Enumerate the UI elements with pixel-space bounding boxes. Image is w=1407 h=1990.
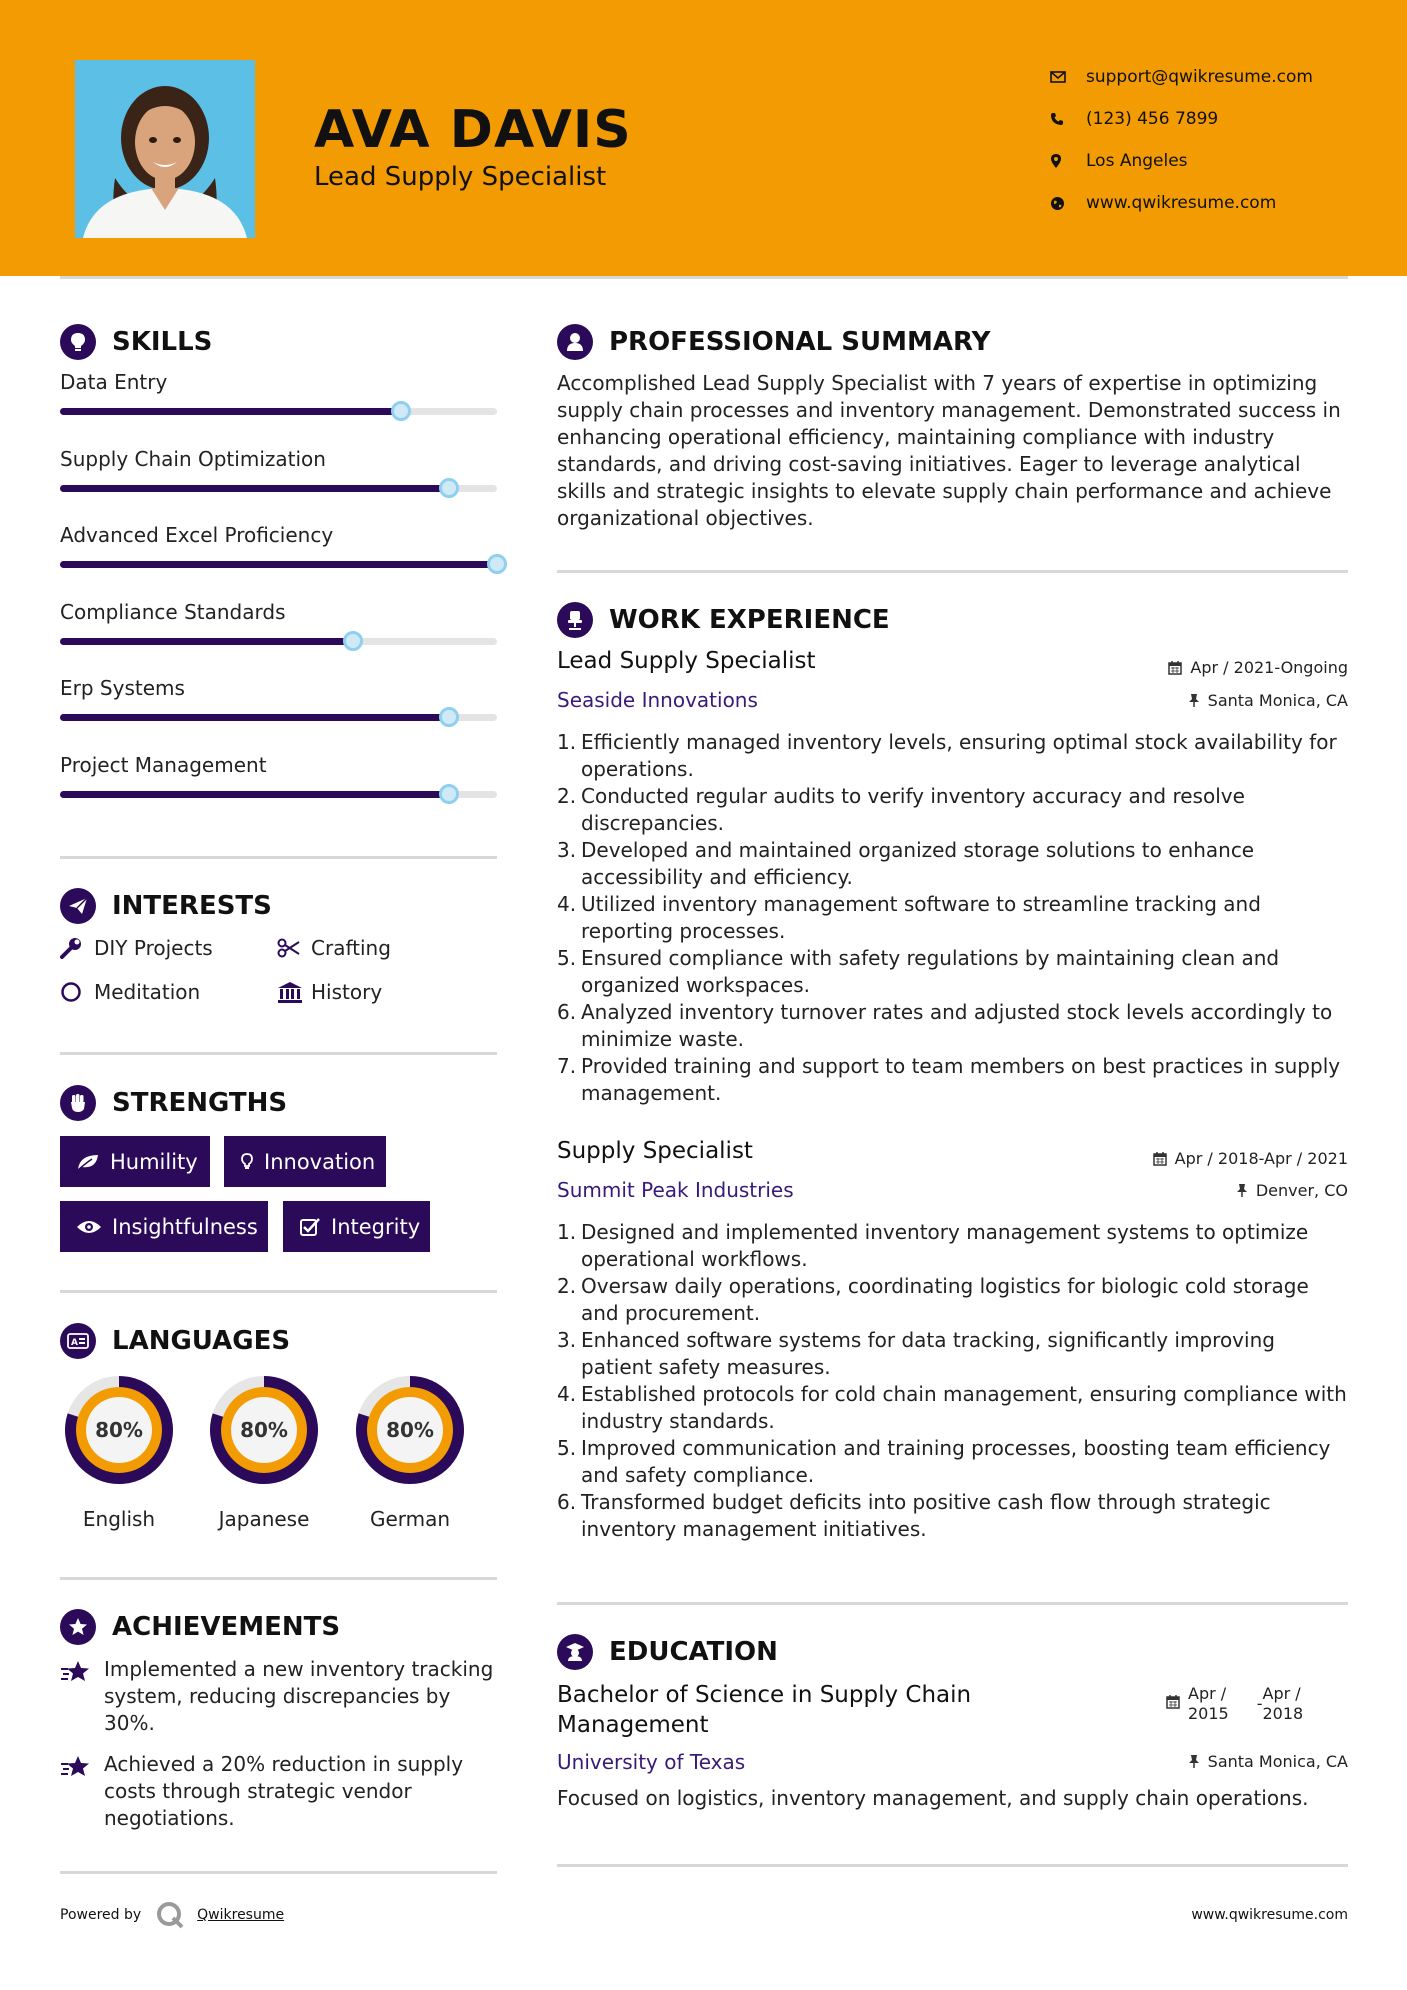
skill-label: Project Management <box>60 752 267 777</box>
skill-item <box>60 447 497 492</box>
degree-line-2: Management <box>557 1712 709 1738</box>
skill-label: Data Entry <box>60 370 168 394</box>
skill-label: Compliance Standards <box>60 599 286 624</box>
interest-item-diy <box>60 936 213 960</box>
languages-divider <box>60 1577 497 1580</box>
job-location-text: Santa Monica, CA <box>1207 691 1348 710</box>
museum-icon <box>277 981 311 1003</box>
bullet-text: Efficiently managed inventory levels, ensuring optimal stock availability for operations. <box>581 730 1337 781</box>
candidate-name: AVA DAVIS <box>314 100 632 160</box>
pushpin-icon <box>1188 1754 1200 1769</box>
bullet-number: 3. <box>557 838 577 862</box>
bullet-number: 7. <box>557 1054 577 1078</box>
job-title: Supply Specialist <box>557 1138 753 1164</box>
job-dates-text: Apr / 2018-Apr / 2021 <box>1174 1149 1348 1168</box>
job-bullet <box>557 1489 1347 1543</box>
job-dates <box>1153 1149 1348 1168</box>
degree-title <box>557 1680 971 1740</box>
contact-email[interactable] <box>1050 56 1313 98</box>
job-dates-text: Apr / 2021-Ongoing <box>1190 658 1348 677</box>
interests-heading <box>60 888 272 924</box>
strength-label: Humility <box>110 1149 198 1174</box>
language-item <box>58 1369 180 1531</box>
language-percent: 80% <box>386 1418 434 1442</box>
skill-item <box>60 676 497 721</box>
achievements-divider <box>60 1871 497 1874</box>
language-name: Japanese <box>218 1507 310 1531</box>
bullet-number: 5. <box>557 1436 577 1460</box>
brand-link[interactable]: Qwikresume <box>197 1907 285 1923</box>
education-description: Focused on logistics, inventory management, and supply chain operations. <box>557 1786 1309 1810</box>
svg-text:A: A <box>71 1338 78 1348</box>
contact-email-text: support@qwikresume.com <box>1086 67 1313 87</box>
pushpin-icon <box>1188 693 1200 708</box>
contact-phone[interactable] <box>1050 98 1313 140</box>
bullet-text: Established protocols for cold chain management, ensuring compliance with industry standards. <box>581 1382 1347 1433</box>
interest-item-history <box>277 980 382 1004</box>
achievements-heading <box>60 1609 340 1645</box>
eye-icon <box>76 1219 102 1235</box>
job-location <box>1188 691 1348 710</box>
education-divider <box>557 1864 1348 1867</box>
strength-tag-humility <box>60 1136 210 1187</box>
bullet-number: 1. <box>557 730 577 754</box>
job-bullet <box>557 1381 1347 1435</box>
job-bullet <box>557 1435 1347 1489</box>
contact-phone-text: (123) 456 7899 <box>1086 109 1219 129</box>
star-icon <box>60 1751 104 1832</box>
footer-powered-by <box>60 1900 284 1930</box>
star-badge-icon <box>60 1609 96 1645</box>
globe-icon <box>1050 196 1086 211</box>
bullet-number: 6. <box>557 1000 577 1024</box>
bullet-number: 3. <box>557 1328 577 1352</box>
candidate-role: Lead Supply Specialist <box>314 162 607 192</box>
skill-track <box>60 408 497 415</box>
language-item <box>203 1369 325 1531</box>
achievements-title: ACHIEVEMENTS <box>112 1612 341 1642</box>
bullet-text: Conducted regular audits to verify inventory accuracy and resolve discrepancies. <box>581 784 1245 835</box>
bullet-text: Enhanced software systems for data tracking, significantly improving patient safety measures. <box>581 1328 1275 1379</box>
interests-divider <box>60 1052 497 1055</box>
summary-title: PROFESSIONAL SUMMARY <box>609 327 991 357</box>
skill-fill <box>60 638 353 645</box>
strength-tag-insightfulness <box>60 1201 268 1252</box>
bullet-text: Improved communication and training processes, boosting team efficiency and safety compliance. <box>581 1436 1331 1487</box>
language-percent: 80% <box>95 1418 143 1442</box>
summary-text: Accomplished Lead Supply Specialist with 7 years of expertise in optimizing supply chain processes and inventory management. Demonstrated success in enhancing operational efficiency, maintaining compliance with industry standards, and driving cost-saving initiatives. Eager to leverage analytical skills and strategic insights to elevate supply chain performance and achieve organizational objectives. <box>557 371 1341 530</box>
achievement-text: Implemented a new inventory tracking system, reducing discrepancies by 30%. <box>104 1657 494 1735</box>
achievement-item <box>60 1751 500 1832</box>
date-part: 2015 <box>1188 1704 1229 1723</box>
skill-track <box>60 485 497 492</box>
date-part: Apr / <box>1188 1684 1227 1703</box>
skills-divider <box>60 856 497 859</box>
bullet-number: 2. <box>557 1274 577 1298</box>
skill-label: Advanced Excel Proficiency <box>60 523 334 547</box>
strength-tag-integrity <box>283 1201 430 1252</box>
contact-location-text: Los Angeles <box>1086 151 1188 171</box>
profile-photo <box>75 60 255 238</box>
language-badge-icon <box>60 1323 96 1359</box>
job-bullet <box>557 891 1347 945</box>
phone-icon <box>1050 112 1086 126</box>
bullet-text: Transformed budget deficits into positive cash flow through strategic inventory management initiatives. <box>581 1490 1271 1541</box>
skill-track <box>60 791 497 798</box>
skills-title: SKILLS <box>112 327 213 357</box>
bullet-text: Provided training and support to team members on best practices in supply management. <box>581 1054 1341 1105</box>
language-item <box>349 1369 471 1531</box>
skill-track <box>60 714 497 721</box>
job-bullet <box>557 783 1347 837</box>
language-donut <box>58 1369 180 1491</box>
calendar-icon <box>1168 660 1182 675</box>
job-bullet <box>557 1053 1347 1107</box>
bullet-text: Ensured compliance with safety regulations by maintaining clean and organized workspaces. <box>581 946 1280 997</box>
header-divider <box>60 276 1348 279</box>
skills-heading <box>60 324 212 360</box>
strength-label: Insightfulness <box>112 1214 258 1239</box>
skill-knob <box>343 631 363 651</box>
skill-fill <box>60 561 497 568</box>
job-location <box>1236 1181 1348 1200</box>
skill-knob <box>487 554 507 574</box>
skill-item <box>60 523 497 568</box>
skill-knob <box>439 478 459 498</box>
powered-by-text: Powered by <box>60 1907 142 1923</box>
skill-label: Supply Chain Optimization <box>60 446 326 471</box>
bullet-number: 4. <box>557 892 577 916</box>
scissors-icon <box>277 938 311 958</box>
job-bullet <box>557 729 1347 783</box>
date-separator: - <box>1256 1694 1263 1713</box>
experience-divider <box>557 1602 1348 1605</box>
bullet-number: 4. <box>557 1382 577 1406</box>
education-dates <box>1166 1684 1303 1724</box>
job-bullet <box>557 999 1347 1053</box>
experience-heading <box>557 602 890 638</box>
job-company: Summit Peak Industries <box>557 1178 794 1202</box>
achievement-item <box>60 1656 500 1737</box>
bullet-text: Oversaw daily operations, coordinating logistics for biologic cold storage and procurement. <box>581 1274 1309 1325</box>
header-banner <box>0 0 1407 276</box>
language-donut <box>349 1369 471 1491</box>
bullet-number: 2. <box>557 784 577 808</box>
education-heading <box>557 1634 778 1670</box>
job-bullet <box>557 1219 1347 1273</box>
office-chair-badge-icon <box>557 602 593 638</box>
strengths-heading <box>60 1085 287 1121</box>
leaf-icon <box>76 1153 100 1171</box>
education-title: EDUCATION <box>609 1637 778 1667</box>
paper-plane-badge-icon <box>60 888 96 924</box>
education-start-date <box>1188 1684 1229 1724</box>
user-badge-icon <box>557 324 593 360</box>
calendar-icon <box>1153 1151 1167 1166</box>
contact-website[interactable] <box>1050 182 1313 224</box>
skill-item <box>60 370 497 415</box>
strength-tag-innovation <box>224 1136 386 1187</box>
interest-label: Crafting <box>311 936 391 960</box>
pushpin-icon <box>1236 1183 1248 1198</box>
job-bullets <box>557 729 1347 1107</box>
contact-website-text: www.qwikresume.com <box>1086 193 1277 213</box>
summary-divider <box>557 570 1348 573</box>
contact-location <box>1050 140 1313 182</box>
skill-item <box>60 753 497 798</box>
bullet-number: 5. <box>557 946 577 970</box>
bullet-number: 1. <box>557 1220 577 1244</box>
languages-title: LANGUAGES <box>112 1326 291 1356</box>
skill-knob <box>391 401 411 421</box>
skill-fill <box>60 408 401 415</box>
strength-label: Innovation <box>264 1149 376 1174</box>
job-location-text: Denver, CO <box>1255 1181 1348 1200</box>
bullet-text: Developed and maintained organized storage solutions to enhance accessibility and efficiency. <box>581 838 1255 889</box>
strength-label: Integrity <box>331 1214 421 1239</box>
school-name: University of Texas <box>557 1750 746 1774</box>
skill-knob <box>439 707 459 727</box>
calendar-icon <box>1166 1694 1180 1709</box>
checkbox-icon <box>299 1217 321 1237</box>
degree-line-1: Bachelor of Science in Supply Chain <box>557 1682 972 1708</box>
skill-track <box>60 638 497 645</box>
language-percent: 80% <box>240 1418 288 1442</box>
strengths-title: STRENGTHS <box>112 1088 288 1118</box>
strengths-divider <box>60 1290 497 1293</box>
job-dates <box>1168 658 1348 677</box>
interest-label: DIY Projects <box>94 936 213 960</box>
skill-fill <box>60 791 449 798</box>
job-bullet <box>557 1327 1347 1381</box>
footer-website[interactable]: www.qwikresume.com <box>1191 1907 1348 1923</box>
job-bullet <box>557 1273 1347 1327</box>
lightbulb-badge-icon <box>60 324 96 360</box>
graduate-badge-icon <box>557 1634 593 1670</box>
bullet-number: 6. <box>557 1490 577 1514</box>
bullet-text: Designed and implemented inventory management systems to optimize operational workflows. <box>581 1220 1309 1271</box>
date-part: Apr / <box>1262 1684 1301 1703</box>
map-pin-icon <box>1050 153 1086 169</box>
date-part: 2018 <box>1262 1704 1304 1723</box>
lightbulb-icon <box>240 1152 254 1172</box>
education-location-text: Santa Monica, CA <box>1207 1752 1348 1771</box>
job-company: Seaside Innovations <box>557 688 758 712</box>
interest-label: History <box>311 980 383 1004</box>
qwikresume-logo-icon <box>155 1900 185 1930</box>
achievement-text: Achieved a 20% reduction in supply costs through strategic vendor negotiations. <box>104 1752 464 1830</box>
skill-fill <box>60 485 449 492</box>
interest-item-crafting <box>277 936 391 960</box>
fist-badge-icon <box>60 1085 96 1121</box>
star-icon <box>60 1656 104 1737</box>
interests-title: INTERESTS <box>112 891 272 921</box>
envelope-icon <box>1050 71 1086 83</box>
contact-list <box>1050 56 1313 224</box>
bullet-text: Analyzed inventory turnover rates and adjusted stock levels accordingly to minimize waste. <box>581 1000 1333 1051</box>
skill-knob <box>439 784 459 804</box>
circle-icon <box>60 981 94 1003</box>
job-title: Lead Supply Specialist <box>557 648 816 674</box>
job-bullet <box>557 945 1347 999</box>
interest-label: Meditation <box>94 980 201 1004</box>
languages-heading <box>60 1323 290 1359</box>
language-name: German <box>369 1507 451 1531</box>
education-end-date <box>1263 1684 1304 1724</box>
skill-track <box>60 561 497 568</box>
language-name: English <box>82 1507 156 1531</box>
language-donut <box>203 1369 325 1491</box>
interest-item-meditation <box>60 980 200 1004</box>
skill-label: Erp Systems <box>60 676 185 700</box>
job-bullet <box>557 837 1347 891</box>
education-location <box>1188 1752 1348 1771</box>
summary-heading <box>557 324 990 360</box>
skill-item <box>60 600 497 645</box>
skill-fill <box>60 714 449 721</box>
wrench-icon <box>60 937 94 959</box>
experience-title: WORK EXPERIENCE <box>609 605 890 635</box>
bullet-text: Utilized inventory management software to streamline tracking and reporting processes. <box>581 892 1261 943</box>
job-bullets <box>557 1219 1347 1543</box>
